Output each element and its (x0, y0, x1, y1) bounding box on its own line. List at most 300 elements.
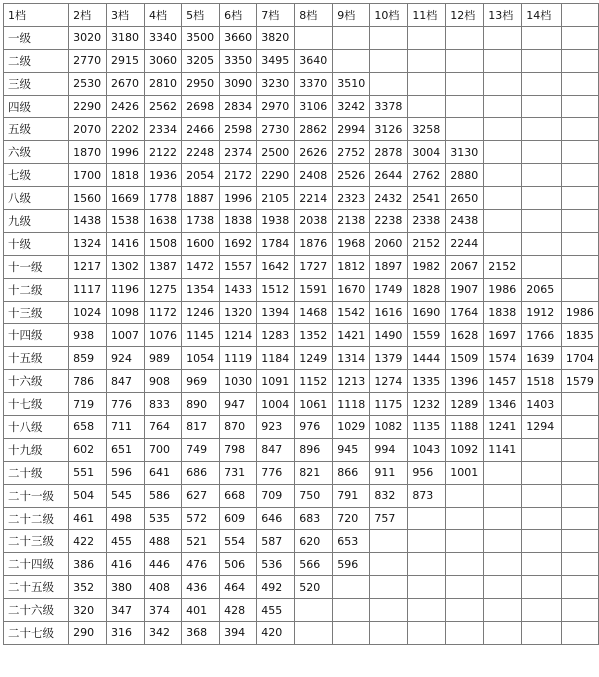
row-label: 四级 (4, 95, 69, 118)
salary-cell: 1778 (145, 187, 182, 210)
salary-cell: 498 (107, 507, 145, 530)
table-row (4, 530, 599, 553)
salary-cell: 1538 (107, 210, 145, 233)
salary-cell: 776 (257, 461, 295, 484)
salary-cell: 1172 (145, 301, 182, 324)
table-row (4, 232, 599, 255)
salary-cell: 520 (295, 576, 333, 599)
salary-cell: 1396 (446, 370, 484, 393)
salary-cell: 866 (333, 461, 370, 484)
salary-cell (561, 187, 598, 210)
salary-cell: 1838 (220, 210, 257, 233)
salary-cell: 3180 (107, 26, 145, 49)
salary-cell: 1887 (182, 187, 220, 210)
salary-cell: 1145 (182, 324, 220, 347)
salary-cell: 455 (107, 530, 145, 553)
salary-cell (408, 622, 446, 645)
salary-cell (446, 49, 484, 72)
salary-cell: 3500 (182, 26, 220, 49)
salary-cell: 394 (220, 622, 257, 645)
salary-cell: 1704 (561, 347, 598, 370)
salary-cell: 2323 (333, 187, 370, 210)
table-row (4, 461, 599, 484)
salary-cell: 651 (107, 438, 145, 461)
salary-cell (370, 576, 408, 599)
salary-cell: 1024 (69, 301, 107, 324)
row-label: 二十二级 (4, 507, 69, 530)
salary-cell: 3230 (257, 72, 295, 95)
salary-grade-table (3, 3, 599, 645)
table-row (4, 347, 599, 370)
table-row (4, 416, 599, 439)
salary-cell: 2500 (257, 141, 295, 164)
salary-cell: 620 (295, 530, 333, 553)
salary-cell: 1690 (408, 301, 446, 324)
salary-cell: 764 (145, 416, 182, 439)
salary-cell (522, 232, 562, 255)
salary-cell (522, 576, 562, 599)
salary-cell (408, 72, 446, 95)
salary-cell: 924 (107, 347, 145, 370)
salary-cell: 1542 (333, 301, 370, 324)
column-header: 2档 (69, 4, 107, 27)
salary-cell: 719 (69, 393, 107, 416)
table-row (4, 72, 599, 95)
salary-cell: 2105 (257, 187, 295, 210)
salary-cell: 2810 (145, 72, 182, 95)
salary-cell: 947 (220, 393, 257, 416)
salary-cell (484, 553, 522, 576)
salary-cell: 3660 (220, 26, 257, 49)
salary-cell (484, 507, 522, 530)
salary-cell: 1217 (69, 255, 107, 278)
salary-cell: 1054 (182, 347, 220, 370)
salary-cell (295, 622, 333, 645)
table-row (4, 141, 599, 164)
salary-cell: 2054 (182, 164, 220, 187)
salary-cell: 1092 (446, 438, 484, 461)
salary-cell (333, 576, 370, 599)
salary-cell: 554 (220, 530, 257, 553)
table-row (4, 118, 599, 141)
salary-cell: 1289 (446, 393, 484, 416)
salary-cell: 545 (107, 484, 145, 507)
salary-cell: 1421 (333, 324, 370, 347)
salary-cell: 956 (408, 461, 446, 484)
salary-cell: 1030 (220, 370, 257, 393)
salary-cell: 3130 (446, 141, 484, 164)
salary-cell (446, 599, 484, 622)
row-label: 二十一级 (4, 484, 69, 507)
salary-cell: 1274 (370, 370, 408, 393)
salary-cell: 401 (182, 599, 220, 622)
salary-cell (561, 438, 598, 461)
salary-cell: 1784 (257, 232, 295, 255)
salary-cell (446, 26, 484, 49)
table-row (4, 278, 599, 301)
salary-cell: 711 (107, 416, 145, 439)
salary-cell: 994 (370, 438, 408, 461)
salary-cell: 2626 (295, 141, 333, 164)
salary-cell: 1433 (220, 278, 257, 301)
row-label: 十级 (4, 232, 69, 255)
salary-cell: 380 (107, 576, 145, 599)
salary-cell (561, 461, 598, 484)
salary-cell: 464 (220, 576, 257, 599)
salary-cell: 1241 (484, 416, 522, 439)
salary-cell: 1302 (107, 255, 145, 278)
salary-cell: 976 (295, 416, 333, 439)
column-header: 4档 (145, 4, 182, 27)
salary-cell: 1043 (408, 438, 446, 461)
salary-cell: 1738 (182, 210, 220, 233)
row-label: 六级 (4, 141, 69, 164)
salary-cell (484, 187, 522, 210)
salary-cell: 2530 (69, 72, 107, 95)
salary-cell: 2698 (182, 95, 220, 118)
salary-cell: 1117 (69, 278, 107, 301)
salary-cell (522, 26, 562, 49)
salary-cell: 408 (145, 576, 182, 599)
salary-cell (484, 622, 522, 645)
row-label: 十五级 (4, 347, 69, 370)
salary-cell: 776 (107, 393, 145, 416)
salary-cell: 709 (257, 484, 295, 507)
salary-cell: 720 (333, 507, 370, 530)
salary-cell (408, 553, 446, 576)
salary-cell: 316 (107, 622, 145, 645)
salary-cell: 1818 (107, 164, 145, 187)
salary-cell: 1639 (522, 347, 562, 370)
salary-cell (522, 72, 562, 95)
salary-cell (484, 26, 522, 49)
salary-cell: 1007 (107, 324, 145, 347)
row-label: 二十六级 (4, 599, 69, 622)
salary-cell: 536 (257, 553, 295, 576)
table-row (4, 324, 599, 347)
salary-cell: 2730 (257, 118, 295, 141)
salary-cell (561, 72, 598, 95)
table-row (4, 576, 599, 599)
salary-cell (446, 576, 484, 599)
column-header (561, 4, 598, 27)
salary-cell: 374 (145, 599, 182, 622)
salary-cell (408, 576, 446, 599)
salary-cell (522, 599, 562, 622)
salary-cell: 1403 (522, 393, 562, 416)
salary-cell (370, 622, 408, 645)
salary-cell (370, 599, 408, 622)
salary-cell (561, 393, 598, 416)
row-label: 十八级 (4, 416, 69, 439)
salary-cell: 1098 (107, 301, 145, 324)
salary-cell: 2541 (408, 187, 446, 210)
salary-cell (333, 599, 370, 622)
salary-cell (484, 49, 522, 72)
salary-cell: 1379 (370, 347, 408, 370)
salary-cell: 653 (333, 530, 370, 553)
salary-cell (370, 530, 408, 553)
salary-cell (370, 553, 408, 576)
salary-cell (446, 484, 484, 507)
salary-cell: 1669 (107, 187, 145, 210)
salary-cell (522, 622, 562, 645)
salary-cell: 1749 (370, 278, 408, 301)
salary-cell: 455 (257, 599, 295, 622)
salary-cell (484, 599, 522, 622)
row-label: 十二级 (4, 278, 69, 301)
salary-cell (408, 599, 446, 622)
salary-cell: 731 (220, 461, 257, 484)
salary-cell (561, 530, 598, 553)
salary-cell: 1574 (484, 347, 522, 370)
salary-cell: 3350 (220, 49, 257, 72)
salary-cell: 2762 (408, 164, 446, 187)
row-label: 十六级 (4, 370, 69, 393)
salary-cell: 1812 (333, 255, 370, 278)
salary-cell: 342 (145, 622, 182, 645)
salary-cell: 1764 (446, 301, 484, 324)
salary-cell: 1082 (370, 416, 408, 439)
salary-cell: 1968 (333, 232, 370, 255)
row-label: 二十五级 (4, 576, 69, 599)
salary-cell: 3126 (370, 118, 408, 141)
salary-cell (561, 278, 598, 301)
salary-cell: 1394 (257, 301, 295, 324)
salary-cell: 1232 (408, 393, 446, 416)
table-row (4, 484, 599, 507)
salary-cell: 551 (69, 461, 107, 484)
salary-cell: 2290 (69, 95, 107, 118)
salary-cell (333, 26, 370, 49)
table-row (4, 507, 599, 530)
table-row (4, 210, 599, 233)
salary-cell: 1628 (446, 324, 484, 347)
salary-cell: 1512 (257, 278, 295, 301)
salary-cell: 817 (182, 416, 220, 439)
salary-cell: 1135 (408, 416, 446, 439)
salary-cell: 1119 (220, 347, 257, 370)
salary-cell: 535 (145, 507, 182, 530)
salary-cell: 847 (257, 438, 295, 461)
salary-cell: 2238 (370, 210, 408, 233)
salary-cell (522, 49, 562, 72)
salary-cell: 3020 (69, 26, 107, 49)
salary-cell: 2338 (408, 210, 446, 233)
salary-cell (295, 26, 333, 49)
salary-cell: 1870 (69, 141, 107, 164)
table-row (4, 26, 599, 49)
salary-cell (484, 530, 522, 553)
salary-cell: 1560 (69, 187, 107, 210)
salary-cell: 1697 (484, 324, 522, 347)
salary-cell: 2290 (257, 164, 295, 187)
column-header: 12档 (446, 4, 484, 27)
salary-cell: 1642 (257, 255, 295, 278)
salary-cell: 627 (182, 484, 220, 507)
salary-cell: 686 (182, 461, 220, 484)
salary-cell: 1986 (484, 278, 522, 301)
salary-cell (446, 530, 484, 553)
salary-cell: 1912 (522, 301, 562, 324)
salary-cell: 2834 (220, 95, 257, 118)
row-label: 二十四级 (4, 553, 69, 576)
salary-cell: 2152 (484, 255, 522, 278)
salary-cell: 1283 (257, 324, 295, 347)
salary-cell: 1766 (522, 324, 562, 347)
salary-cell: 1835 (561, 324, 598, 347)
salary-cell (561, 416, 598, 439)
salary-cell: 896 (295, 438, 333, 461)
salary-cell (561, 507, 598, 530)
header-row (4, 4, 599, 27)
salary-cell: 923 (257, 416, 295, 439)
row-label: 三级 (4, 72, 69, 95)
salary-cell: 2950 (182, 72, 220, 95)
salary-cell (522, 95, 562, 118)
salary-cell (561, 210, 598, 233)
salary-cell (561, 484, 598, 507)
salary-cell: 2466 (182, 118, 220, 141)
row-label: 二级 (4, 49, 69, 72)
salary-cell: 1029 (333, 416, 370, 439)
salary-cell: 2670 (107, 72, 145, 95)
salary-cell: 2152 (408, 232, 446, 255)
salary-cell (408, 530, 446, 553)
salary-cell: 3378 (370, 95, 408, 118)
table-row (4, 301, 599, 324)
salary-cell: 602 (69, 438, 107, 461)
salary-cell: 461 (69, 507, 107, 530)
salary-cell: 566 (295, 553, 333, 576)
salary-cell (522, 484, 562, 507)
salary-cell: 1188 (446, 416, 484, 439)
salary-cell: 1175 (370, 393, 408, 416)
salary-cell: 1076 (145, 324, 182, 347)
column-header: 13档 (484, 4, 522, 27)
salary-cell (484, 118, 522, 141)
salary-cell: 1591 (295, 278, 333, 301)
salary-cell: 2334 (145, 118, 182, 141)
salary-cell: 1061 (295, 393, 333, 416)
column-header: 14档 (522, 4, 562, 27)
salary-cell: 506 (220, 553, 257, 576)
salary-cell: 1700 (69, 164, 107, 187)
salary-cell: 1444 (408, 347, 446, 370)
salary-cell: 3495 (257, 49, 295, 72)
table-row (4, 255, 599, 278)
salary-cell: 3106 (295, 95, 333, 118)
salary-cell: 908 (145, 370, 182, 393)
salary-cell: 2202 (107, 118, 145, 141)
salary-cell (333, 49, 370, 72)
salary-cell: 587 (257, 530, 295, 553)
salary-cell: 2138 (333, 210, 370, 233)
salary-cell (522, 507, 562, 530)
salary-cell (561, 49, 598, 72)
row-label: 二十七级 (4, 622, 69, 645)
salary-cell: 416 (107, 553, 145, 576)
salary-grade-table-container (3, 3, 599, 645)
salary-cell: 3258 (408, 118, 446, 141)
salary-cell (484, 461, 522, 484)
salary-cell: 847 (107, 370, 145, 393)
salary-cell: 2598 (220, 118, 257, 141)
salary-cell: 3242 (333, 95, 370, 118)
salary-cell: 2880 (446, 164, 484, 187)
salary-cell: 859 (69, 347, 107, 370)
salary-cell (561, 26, 598, 49)
salary-cell (561, 232, 598, 255)
salary-cell: 2374 (220, 141, 257, 164)
salary-cell: 870 (220, 416, 257, 439)
salary-cell: 1727 (295, 255, 333, 278)
salary-cell (370, 49, 408, 72)
salary-cell: 1897 (370, 255, 408, 278)
salary-cell: 572 (182, 507, 220, 530)
salary-cell (408, 95, 446, 118)
row-label: 一级 (4, 26, 69, 49)
salary-cell: 446 (145, 553, 182, 576)
row-label: 十七级 (4, 393, 69, 416)
salary-cell: 757 (370, 507, 408, 530)
salary-cell: 833 (145, 393, 182, 416)
salary-cell: 1387 (145, 255, 182, 278)
column-header: 11档 (408, 4, 446, 27)
salary-cell (484, 210, 522, 233)
salary-cell: 3340 (145, 26, 182, 49)
salary-cell (522, 553, 562, 576)
salary-cell: 2065 (522, 278, 562, 301)
salary-cell: 2070 (69, 118, 107, 141)
salary-cell (446, 118, 484, 141)
table-row (4, 438, 599, 461)
salary-cell: 873 (408, 484, 446, 507)
salary-cell: 1938 (257, 210, 295, 233)
salary-cell (484, 232, 522, 255)
row-label: 十四级 (4, 324, 69, 347)
salary-cell (446, 622, 484, 645)
salary-cell: 596 (107, 461, 145, 484)
salary-cell: 1184 (257, 347, 295, 370)
salary-cell: 1557 (220, 255, 257, 278)
salary-cell: 1091 (257, 370, 295, 393)
salary-cell: 352 (69, 576, 107, 599)
salary-cell: 1294 (522, 416, 562, 439)
table-row (4, 370, 599, 393)
salary-cell (561, 255, 598, 278)
salary-cell: 2970 (257, 95, 295, 118)
salary-cell: 821 (295, 461, 333, 484)
salary-cell: 1490 (370, 324, 408, 347)
salary-cell: 1616 (370, 301, 408, 324)
salary-cell (333, 622, 370, 645)
salary-cell: 386 (69, 553, 107, 576)
salary-cell: 1246 (182, 301, 220, 324)
salary-cell: 1472 (182, 255, 220, 278)
salary-cell: 3060 (145, 49, 182, 72)
salary-cell (522, 164, 562, 187)
table-row (4, 164, 599, 187)
salary-cell (561, 164, 598, 187)
row-label: 九级 (4, 210, 69, 233)
row-label: 二十三级 (4, 530, 69, 553)
salary-cell: 1416 (107, 232, 145, 255)
salary-cell (561, 576, 598, 599)
salary-cell: 1324 (69, 232, 107, 255)
salary-cell: 1508 (145, 232, 182, 255)
salary-cell (522, 461, 562, 484)
